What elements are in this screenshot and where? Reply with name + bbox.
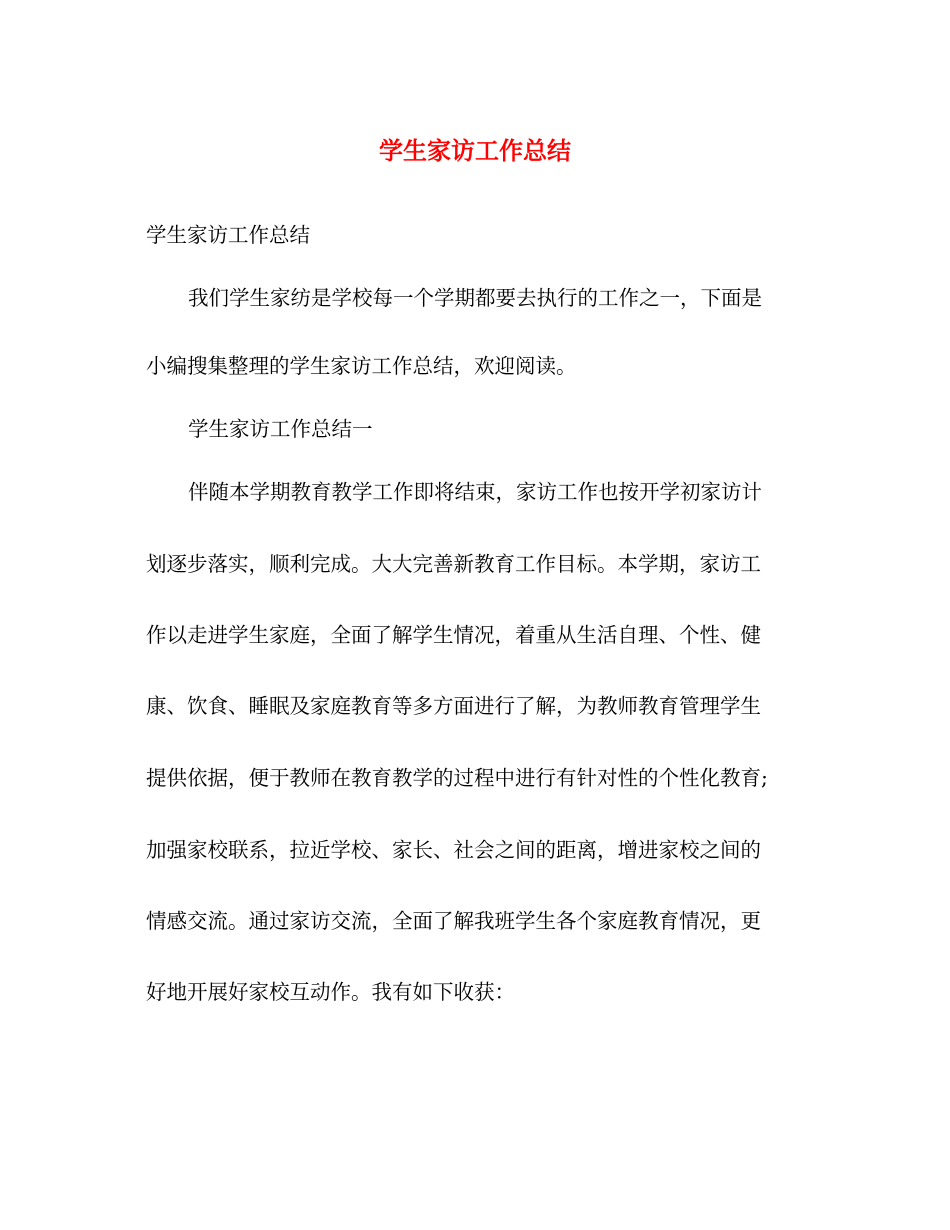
paragraph-line: 我们学生家纺是学校每一个学期都要去执行的工作之一，下面是 — [188, 286, 762, 310]
paragraph-line: 提供依据，便于教师在教育教学的过程中进行有针对性的个性化教育; — [146, 766, 768, 790]
subsection-heading: 学生家访工作总结一 — [188, 417, 373, 441]
paragraph-line: 好地开展好家校互动作。我有如下收获： — [146, 980, 515, 1004]
paragraph-line: 作以走进学生家庭，全面了解学生情况，着重从生活自理、个性、健 — [146, 623, 761, 647]
paragraph-line: 加强家校联系，拉近学校、家长、社会之间的距离，增进家校之间的 — [146, 838, 761, 862]
paragraph-line: 小编搜集整理的学生家访工作总结，欢迎阅读。 — [146, 354, 577, 378]
paragraph-line: 情感交流。通过家访交流，全面了解我班学生各个家庭教育情况，更 — [146, 909, 761, 933]
paragraph-line: 康、饮食、睡眠及家庭教育等多方面进行了解，为教师教育管理学生 — [146, 694, 761, 718]
paragraph-line: 伴随本学期教育教学工作即将结束，家访工作也按开学初家访计 — [188, 480, 762, 504]
document-title: 学生家访工作总结 — [379, 136, 571, 165]
paragraph-line: 划逐步落实，顺利完成。大大完善新教育工作目标。本学期，家访工 — [146, 552, 761, 576]
section-heading: 学生家访工作总结 — [146, 223, 310, 247]
